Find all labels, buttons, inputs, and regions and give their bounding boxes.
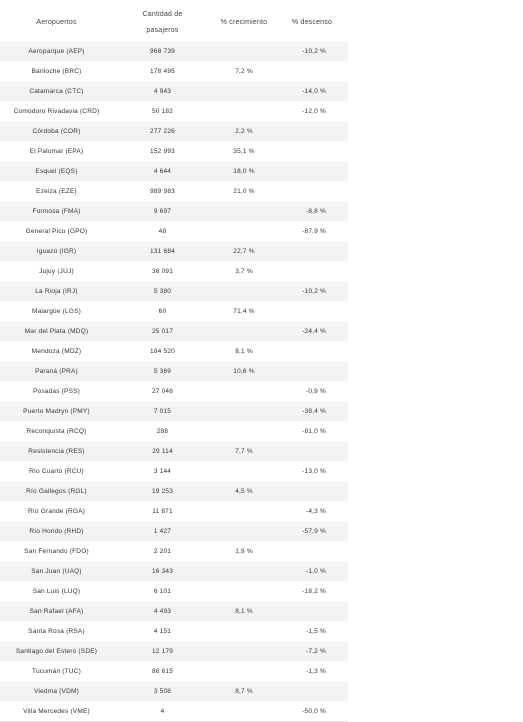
passengers-cell: 11 871	[113, 502, 212, 522]
table-row	[0, 582, 348, 602]
passengers-cell: 16 343	[113, 562, 212, 582]
growth-cell: 2,2 %	[212, 122, 276, 142]
passengers-cell: 3 508	[113, 682, 212, 702]
passengers-cell: 3 144	[113, 462, 212, 482]
growth-cell: 21,0 %	[212, 182, 276, 202]
passengers-cell: 4	[113, 702, 212, 722]
decline-cell: -7,2 %	[276, 642, 348, 662]
passengers-cell: 277 226	[113, 122, 212, 142]
growth-cell: 10,6 %	[212, 362, 276, 382]
airport-cell: Viedma (VDM)	[0, 682, 113, 702]
table-body	[0, 42, 348, 722]
growth-cell: 3,7 %	[212, 262, 276, 282]
decline-cell: -1,0 %	[276, 562, 348, 582]
growth-cell	[212, 322, 276, 342]
airport-cell: Villa Mercedes (VME)	[0, 702, 113, 722]
airport-cell: Iguazú (IGR)	[0, 242, 113, 262]
decline-cell	[276, 482, 348, 502]
growth-cell	[212, 522, 276, 542]
decline-cell: -50,0 %	[276, 702, 348, 722]
table-row	[0, 282, 348, 302]
passengers-cell: 1 427	[113, 522, 212, 542]
passengers-cell: 60	[113, 302, 212, 322]
growth-cell: 1,9 %	[212, 542, 276, 562]
decline-cell: -81,0 %	[276, 422, 348, 442]
passengers-cell: 6 101	[113, 582, 212, 602]
decline-cell: -18,2 %	[276, 582, 348, 602]
passengers-cell: 50 182	[113, 102, 212, 122]
decline-cell	[276, 542, 348, 562]
table-row	[0, 162, 348, 182]
airport-cell: Malargüe (LGS)	[0, 302, 113, 322]
decline-cell: -4,3 %	[276, 502, 348, 522]
table-row	[0, 562, 348, 582]
airport-cell: San Fernando (FDO)	[0, 542, 113, 562]
airport-cell: Formosa (FMA)	[0, 202, 113, 222]
table-row	[0, 102, 348, 122]
airport-cell: Río Gallegos (RGL)	[0, 482, 113, 502]
decline-cell	[276, 602, 348, 622]
airport-cell: Santa Rosa (RSA)	[0, 622, 113, 642]
airport-cell: Resistencia (RES)	[0, 442, 113, 462]
growth-cell: 8,1 %	[212, 342, 276, 362]
decline-cell: -57,9 %	[276, 522, 348, 542]
airport-cell: Posadas (PSS)	[0, 382, 113, 402]
header-growth: % crecimiento	[220, 19, 268, 26]
growth-cell	[212, 422, 276, 442]
passengers-cell: 5 380	[113, 282, 212, 302]
table-row	[0, 262, 348, 282]
passengers-cell: 152 993	[113, 142, 212, 162]
airport-cell: Reconquista (RCQ)	[0, 422, 113, 442]
table-row	[0, 642, 348, 662]
passengers-cell: 989 983	[113, 182, 212, 202]
passengers-cell: 19 253	[113, 482, 212, 502]
table-row	[0, 62, 348, 82]
airport-cell: General Pico (GPO)	[0, 222, 113, 242]
growth-cell: 35,1 %	[212, 142, 276, 162]
growth-cell	[212, 502, 276, 522]
decline-cell	[276, 242, 348, 262]
passengers-cell: 48	[113, 222, 212, 242]
header-passengers-line2: pasajeros	[146, 27, 179, 34]
table-row	[0, 522, 348, 542]
growth-cell	[212, 202, 276, 222]
table-row	[0, 542, 348, 562]
decline-cell	[276, 182, 348, 202]
airport-cell: Paraná (PRA)	[0, 362, 113, 382]
passengers-cell: 4 151	[113, 622, 212, 642]
airport-cell: Río Cuarto (RCU)	[0, 462, 113, 482]
passengers-cell: 178 495	[113, 62, 212, 82]
growth-cell	[212, 382, 276, 402]
header-passengers-line1: Cantidad de	[142, 11, 183, 18]
table-row	[0, 702, 348, 722]
decline-cell: -13,0 %	[276, 462, 348, 482]
header-airport: Aeropuertos	[36, 19, 77, 26]
passengers-cell: 288	[113, 422, 212, 442]
airport-cell: Bariloche (BRC)	[0, 62, 113, 82]
table-row	[0, 142, 348, 162]
table-row	[0, 322, 348, 342]
table-row	[0, 342, 348, 362]
decline-cell: -38,4 %	[276, 402, 348, 422]
airport-cell: Mendoza (MDZ)	[0, 342, 113, 362]
airport-cell: Catamarca (CTC)	[0, 82, 113, 102]
decline-cell: -24,4 %	[276, 322, 348, 342]
table-row	[0, 202, 348, 222]
growth-cell: 8,1 %	[212, 602, 276, 622]
table-row	[0, 622, 348, 642]
decline-cell	[276, 62, 348, 82]
airport-cell: La Rioja (IRJ)	[0, 282, 113, 302]
airport-cell: San Juan (UAQ)	[0, 562, 113, 582]
table-row	[0, 182, 348, 202]
growth-cell	[212, 462, 276, 482]
header-decline: % descenso	[291, 19, 333, 26]
table-row	[0, 362, 348, 382]
table-row	[0, 302, 348, 322]
airport-cell: Puerto Madryn (PMY)	[0, 402, 113, 422]
growth-cell	[212, 102, 276, 122]
decline-cell: -10,2 %	[276, 42, 348, 62]
table-row	[0, 222, 348, 242]
growth-cell: 7,2 %	[212, 62, 276, 82]
growth-cell	[212, 702, 276, 722]
decline-cell: -1,5 %	[276, 622, 348, 642]
airport-passenger-table	[0, 4, 348, 722]
passengers-cell: 968 739	[113, 42, 212, 62]
decline-cell: -87,9 %	[276, 222, 348, 242]
airport-cell: Jujuy (JUJ)	[0, 262, 113, 282]
passengers-cell: 29 114	[113, 442, 212, 462]
decline-cell	[276, 302, 348, 322]
decline-cell: -1,3 %	[276, 662, 348, 682]
passengers-cell: 5 369	[113, 362, 212, 382]
passengers-cell: 86 615	[113, 662, 212, 682]
table-row	[0, 422, 348, 442]
growth-cell	[212, 82, 276, 102]
header-row	[0, 4, 348, 42]
table-row	[0, 482, 348, 502]
table-row	[0, 42, 348, 62]
airport-cell: Comodoro Rivadavia (CRD)	[0, 102, 113, 122]
passengers-cell: 4 493	[113, 602, 212, 622]
passengers-cell: 36 091	[113, 262, 212, 282]
growth-cell: 71,4 %	[212, 302, 276, 322]
table-row	[0, 402, 348, 422]
growth-cell	[212, 582, 276, 602]
airport-cell: Tucumán (TUC)	[0, 662, 113, 682]
growth-cell	[212, 282, 276, 302]
decline-cell: -0,9 %	[276, 382, 348, 402]
airport-cell: San Luis (LUQ)	[0, 582, 113, 602]
table-row	[0, 82, 348, 102]
passengers-cell: 27 046	[113, 382, 212, 402]
data-table	[0, 4, 348, 722]
decline-cell	[276, 362, 348, 382]
decline-cell: -12,0 %	[276, 102, 348, 122]
growth-cell	[212, 42, 276, 62]
passengers-cell: 25 017	[113, 322, 212, 342]
table-row	[0, 382, 348, 402]
growth-cell: 4,5 %	[212, 482, 276, 502]
airport-cell: Santiago del Estero (SDE)	[0, 642, 113, 662]
decline-cell	[276, 142, 348, 162]
passengers-cell: 9 697	[113, 202, 212, 222]
growth-cell: 18,0 %	[212, 162, 276, 182]
growth-cell	[212, 402, 276, 422]
table-row	[0, 502, 348, 522]
table-row	[0, 662, 348, 682]
table-row	[0, 242, 348, 262]
passengers-cell: 4 644	[113, 162, 212, 182]
decline-cell: -14,0 %	[276, 82, 348, 102]
decline-cell	[276, 122, 348, 142]
airport-cell: Ezeiza (EZE)	[0, 182, 113, 202]
growth-cell: 22,7 %	[212, 242, 276, 262]
airport-cell: Esquel (EQS)	[0, 162, 113, 182]
table-header	[0, 4, 348, 42]
table-row	[0, 462, 348, 482]
table-row	[0, 682, 348, 702]
growth-cell	[212, 222, 276, 242]
decline-cell	[276, 162, 348, 182]
airport-cell: San Rafael (AFA)	[0, 602, 113, 622]
decline-cell: -8,8 %	[276, 202, 348, 222]
growth-cell	[212, 562, 276, 582]
passengers-cell: 12 179	[113, 642, 212, 662]
passengers-cell: 2 201	[113, 542, 212, 562]
decline-cell	[276, 682, 348, 702]
decline-cell	[276, 342, 348, 362]
airport-cell: Mar del Plata (MDQ)	[0, 322, 113, 342]
decline-cell	[276, 262, 348, 282]
passengers-cell: 184 520	[113, 342, 212, 362]
growth-cell	[212, 642, 276, 662]
airport-cell: Río Hondo (RHD)	[0, 522, 113, 542]
header-passengers	[113, 4, 212, 42]
growth-cell: 7,7 %	[212, 442, 276, 462]
passengers-cell: 131 684	[113, 242, 212, 262]
airport-cell: El Palomar (EPA)	[0, 142, 113, 162]
growth-cell: 8,7 %	[212, 682, 276, 702]
decline-cell: -10,2 %	[276, 282, 348, 302]
airport-cell: Río Grande (RGA)	[0, 502, 113, 522]
airport-cell: Aeroparque (AEP)	[0, 42, 113, 62]
table-row	[0, 442, 348, 462]
growth-cell	[212, 662, 276, 682]
passengers-cell: 7 015	[113, 402, 212, 422]
decline-cell	[276, 442, 348, 462]
airport-cell: Córdoba (COR)	[0, 122, 113, 142]
table-row	[0, 602, 348, 622]
table-row	[0, 122, 348, 142]
growth-cell	[212, 622, 276, 642]
passengers-cell: 4 943	[113, 82, 212, 102]
